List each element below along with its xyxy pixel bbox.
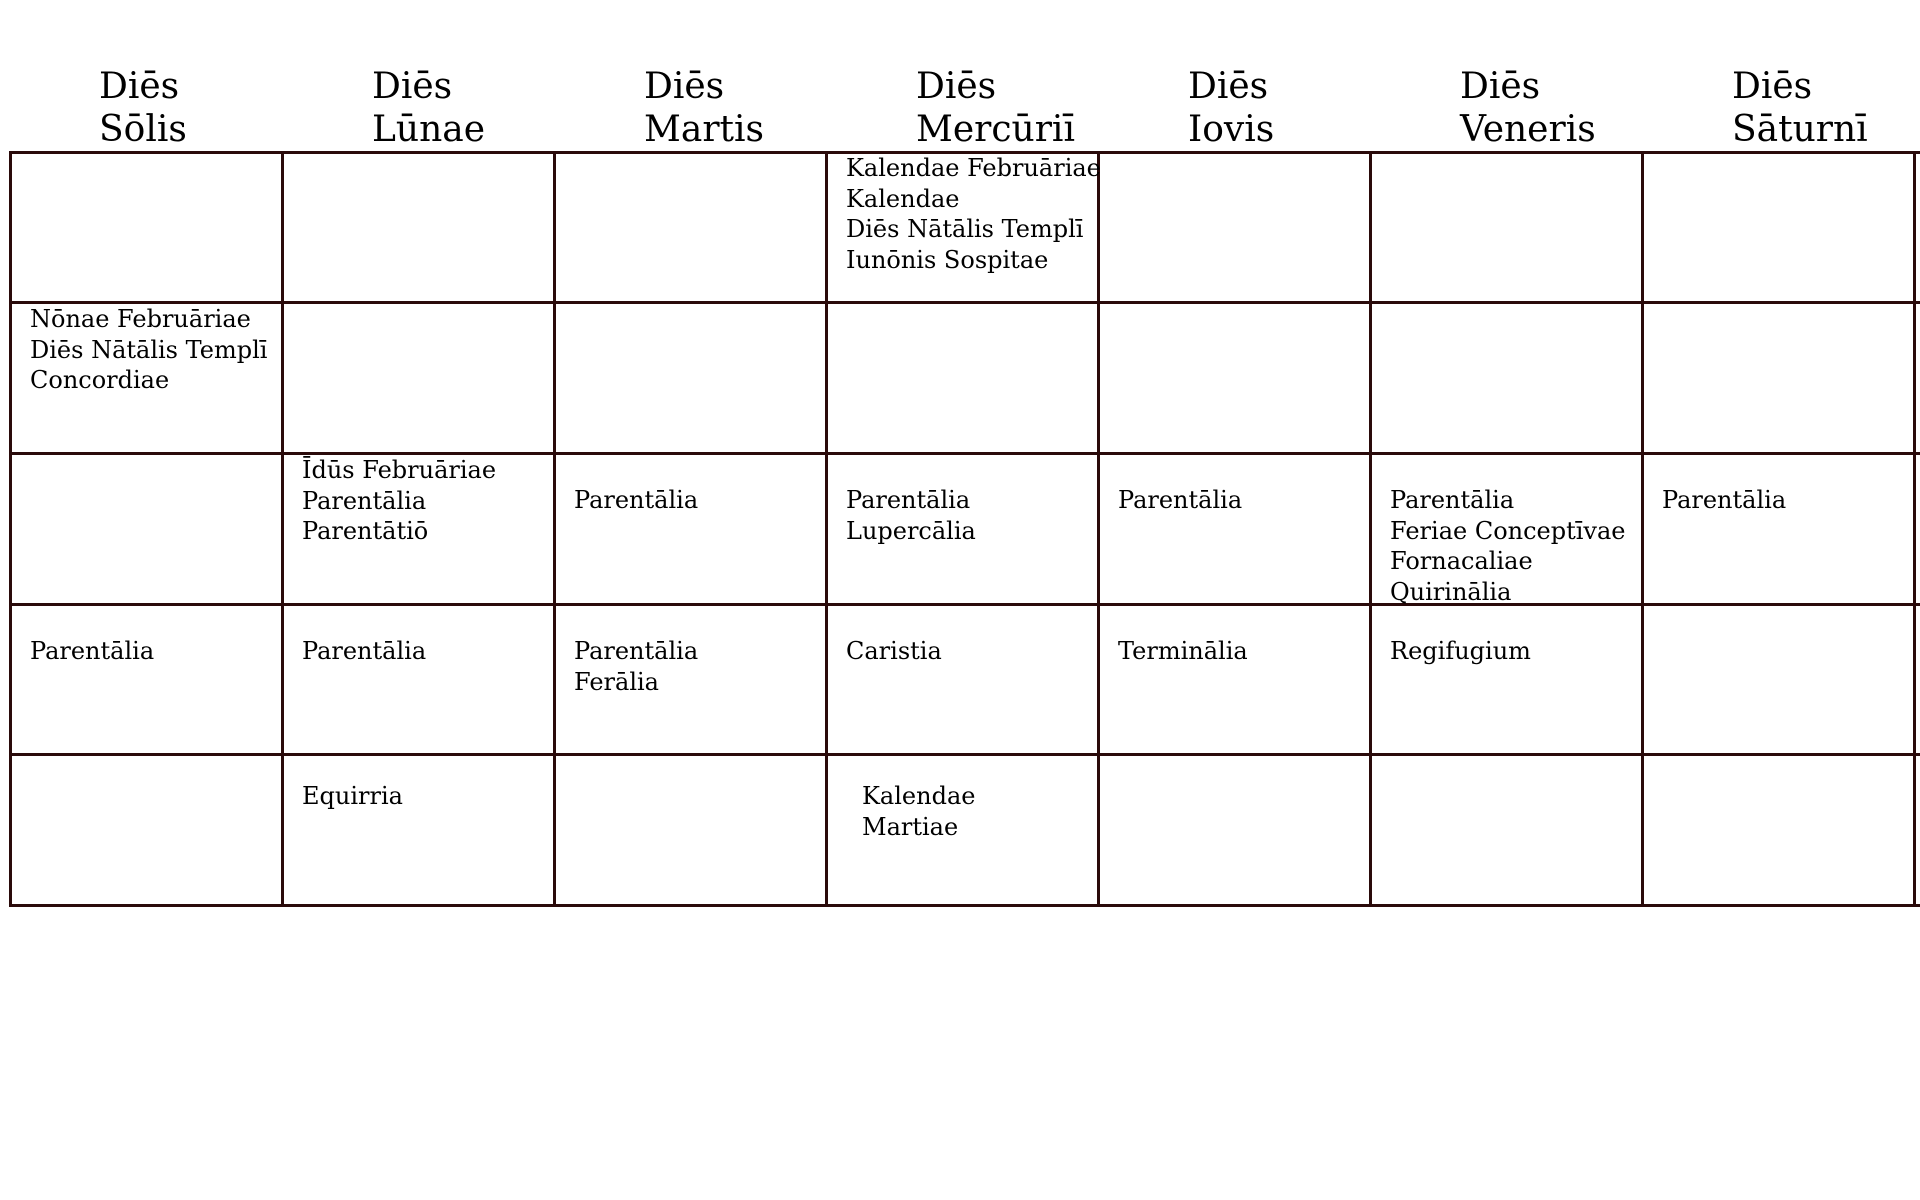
- day-cell-events: Parentālia: [574, 486, 699, 514]
- grid-column-divider: [1641, 151, 1644, 905]
- day-cell-events: Parentālia: [1118, 486, 1243, 514]
- day-cell-events: Kalendae Februāriae Kalendae Diēs Nātālis Templī Iunōnis Sospitae: [846, 154, 1101, 274]
- grid-column-divider: [1913, 151, 1916, 905]
- day-cell-events: Caristia: [846, 637, 942, 665]
- day-cell-events: Parentālia Lupercālia: [846, 486, 976, 545]
- day-cell-events: Nōnae Februāriae Diēs Nātālis Templī Concordiae: [30, 305, 268, 394]
- day-cell-events: Equirria: [302, 782, 403, 810]
- grid-row-divider: [9, 301, 1920, 304]
- grid-row-divider: [9, 753, 1920, 756]
- weekday-header: Diēs Iovis: [1188, 66, 1275, 150]
- day-cell-events: Terminālia: [1118, 637, 1248, 665]
- weekday-header: Diēs Veneris: [1460, 66, 1596, 150]
- day-cell-events: Kalendae Martiae: [862, 782, 976, 841]
- grid-column-divider: [825, 151, 828, 905]
- day-cell-events: Īdūs Februāriae Parentālia Parentātiō: [302, 456, 497, 545]
- grid-column-divider: [1369, 151, 1372, 905]
- weekday-header: Diēs Sōlis: [99, 66, 187, 150]
- weekday-header: Diēs Sāturnī: [1732, 66, 1868, 150]
- weekday-header: Diēs Lūnae: [372, 66, 486, 150]
- grid-column-divider: [553, 151, 556, 905]
- day-cell-events: Parentālia: [1662, 486, 1787, 514]
- weekday-header: Diēs Martis: [644, 66, 764, 150]
- grid-column-divider: [281, 151, 284, 905]
- day-cell-events: Parentālia: [302, 637, 427, 665]
- grid-row-divider: [9, 904, 1920, 907]
- day-cell-events: Parentālia Feriae Conceptīvae Fornacaliae Quirinālia: [1390, 486, 1626, 606]
- day-cell-events: Parentālia Ferālia: [574, 637, 699, 696]
- grid-row-divider: [9, 603, 1920, 606]
- day-cell-events: Parentālia: [30, 637, 155, 665]
- grid-row-divider: [9, 452, 1920, 455]
- weekday-header: Diēs Mercūriī: [916, 66, 1075, 150]
- day-cell-events: Regifugium: [1390, 637, 1531, 665]
- grid-column-divider: [9, 151, 12, 905]
